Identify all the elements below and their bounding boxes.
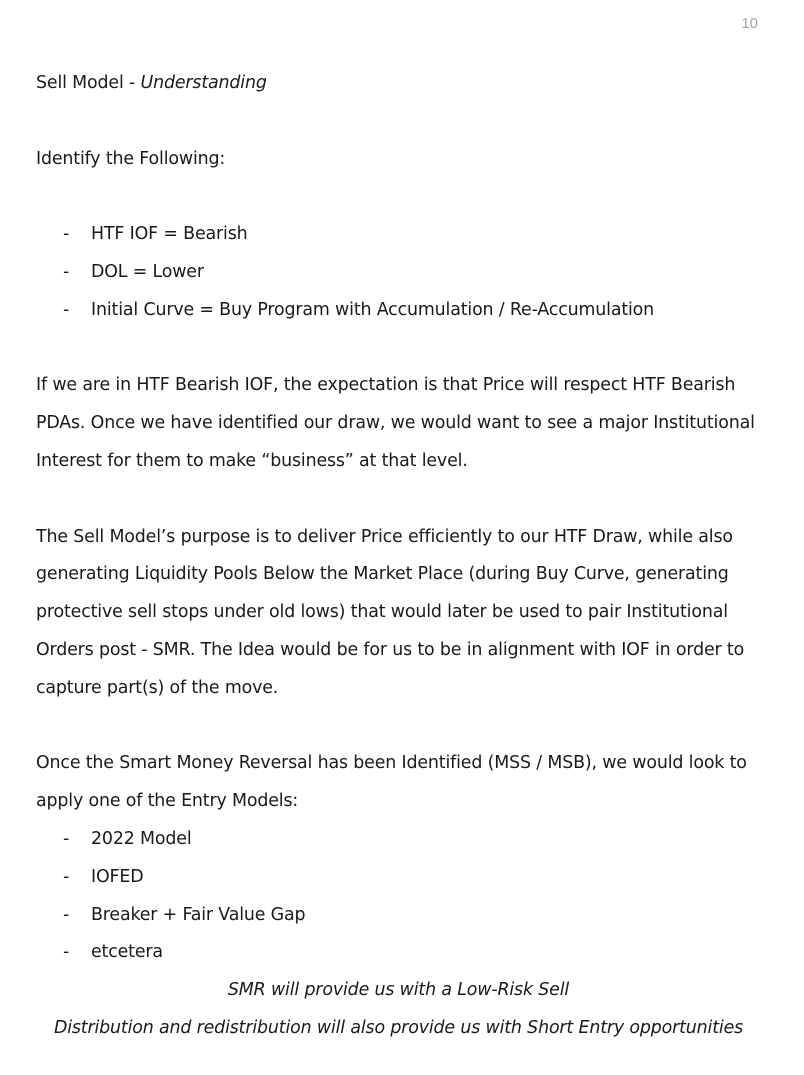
list-item: - HTF IOF = Bearish [36, 216, 761, 254]
entry-models-list [36, 821, 761, 972]
paragraph-smart-money-reversal: Once the Smart Money Reversal has been Identified (MSS / MSB), we would look to apply one of the Entry Models: [36, 753, 747, 812]
dash-bullet: - [63, 299, 70, 320]
list-item: - etcetera [36, 934, 761, 972]
title-emphasis: Understanding [140, 73, 267, 93]
closing-line-distribution: Distribution and redistribution will also provide us with Short Entry opportunities [53, 1017, 744, 1038]
paragraph-htf-bearish: If we are in HTF Bearish IOF, the expectation is that Price will respect HTF Bearish PDAs. Once we have identified our draw, we would want to see a major Institutional Interest for them to make “business” at that level. [36, 375, 755, 471]
identify-label: Identify the Following: [36, 148, 226, 169]
dash-bullet: - [63, 224, 70, 245]
dash-bullet: - [63, 261, 70, 282]
list-item: - DOL = Lower [36, 254, 761, 292]
page-title [36, 65, 761, 103]
title-prefix: Sell Model - [36, 73, 141, 93]
document-body [36, 65, 761, 1048]
list-item: - Initial Curve = Buy Program with Accumulation / Re-Accumulation [36, 292, 761, 330]
paragraph-sell-model-purpose: The Sell Model’s purpose is to deliver Price efficiently to our HTF Draw, while also generating Liquidity Pools Below the Market Place (during Buy Curve, generating protective sell stops under old lows) that would later be used to pair Institutional Orders post - SMR. The Idea would be for us to be in alignment with IOF in order to capture part(s) of the move. [36, 526, 745, 698]
dash-bullet: - [63, 828, 70, 849]
dash-bullet: - [63, 942, 70, 963]
list-item: - 2022 Model [36, 821, 761, 859]
dash-bullet: - [63, 866, 70, 887]
list-item: - IOFED [36, 859, 761, 897]
page-number: 10 [741, 15, 758, 32]
closing-line-low-risk-sell: SMR will provide us with a Low-Risk Sell [227, 980, 570, 1001]
dash-bullet: - [63, 904, 70, 925]
list-item: - Breaker + Fair Value Gap [36, 897, 761, 935]
identify-list [36, 216, 761, 329]
